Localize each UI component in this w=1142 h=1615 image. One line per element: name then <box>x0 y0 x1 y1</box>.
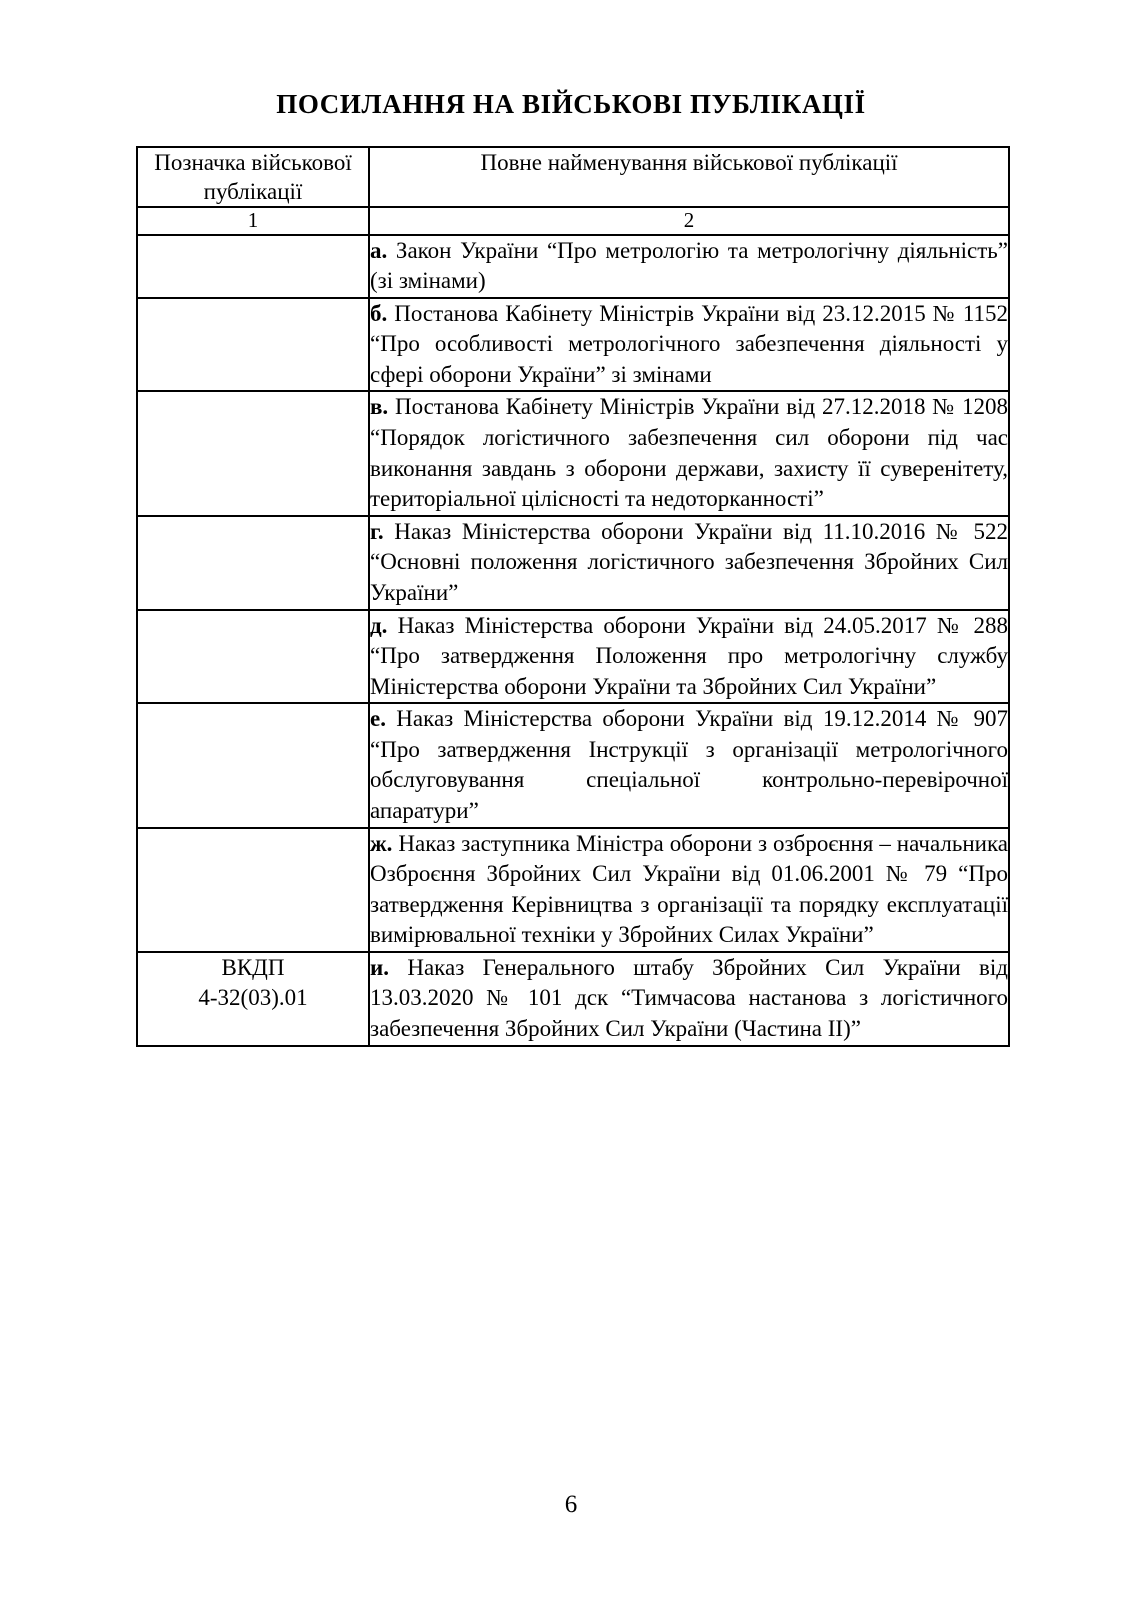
military-publications-table <box>136 146 1010 1047</box>
publication-item-marker: д. <box>370 612 388 638</box>
publication-designation-cell <box>137 298 369 392</box>
table-header-row <box>137 147 1009 207</box>
publication-item-text: Наказ заступника Міністра оборони з озброєння – начальника Озброєння Збройних Сил України від 01.06.2001 № 79 “Про затвердження Керівництва з організації та порядку експлуатації вимірювальної техніки у Збройних Силах України” <box>370 830 1008 948</box>
table-row <box>137 828 1009 952</box>
table-row <box>137 298 1009 392</box>
table-row <box>137 703 1009 827</box>
table-row <box>137 516 1009 610</box>
publication-name-cell <box>369 952 1009 1046</box>
table-row <box>137 952 1009 1046</box>
publication-item-text: Постанова Кабінету Міністрів України від 23.12.2015 № 1152 “Про особливості метрологічного забезпечення діяльності у сфері оборони України” зі змінами <box>370 300 1008 387</box>
column-header-designation: Позначка військової публікації <box>137 147 369 207</box>
table-row <box>137 235 1009 298</box>
column-number-1: 1 <box>137 207 369 234</box>
publication-designation-cell <box>137 703 369 827</box>
table-row <box>137 610 1009 704</box>
table-body <box>137 235 1009 1046</box>
publication-designation-cell <box>137 391 369 515</box>
publication-name-cell <box>369 235 1009 298</box>
publication-item-text: Наказ Міністерства оборони України від 11.10.2016 № 522 “Основні положення логістичного забезпечення Збройних Сил України” <box>370 518 1008 605</box>
publication-name-cell <box>369 516 1009 610</box>
publication-item-text: Постанова Кабінету Міністрів України від 27.12.2018 № 1208 “Порядок логістичного забезпечення сил оборони під час виконання завдань з оборони держави, захисту її суверенітету, територіальної цілісності та недоторканності” <box>370 394 1008 512</box>
publication-designation-cell <box>137 235 369 298</box>
table-row <box>137 391 1009 515</box>
publication-designation-cell <box>137 516 369 610</box>
publication-item-marker: а. <box>370 237 388 263</box>
publication-name-cell <box>369 703 1009 827</box>
publication-item-marker: б. <box>370 300 388 326</box>
publication-name-cell <box>369 391 1009 515</box>
page-number: 6 <box>564 1491 578 1518</box>
publication-item-text: Закон України “Про метрологію та метрологічну діяльність” (зі змінами) <box>370 237 1008 294</box>
publication-designation-cell <box>137 610 369 704</box>
table-column-number-row <box>137 207 1009 234</box>
publication-designation-cell <box>137 828 369 952</box>
publication-name-cell <box>369 298 1009 392</box>
column-number-2: 2 <box>369 207 1009 234</box>
publication-item-text: Наказ Міністерства оборони України від 24.05.2017 № 288 “Про затвердження Положення про метрологічну службу Міністерства оборони України та Збройних Сил України” <box>370 612 1008 699</box>
publication-item-marker: е. <box>370 706 386 732</box>
column-header-full-name: Повне найменування військової публікації <box>369 147 1009 207</box>
publication-name-cell <box>369 828 1009 952</box>
publication-item-marker: г. <box>370 518 384 544</box>
publication-item-text: Наказ Міністерства оборони України від 19.12.2014 № 907 “Про затвердження Інструкції з організації метрологічного обслуговування спеціальної контрольно-перевірочної апаратури” <box>370 706 1008 823</box>
publication-designation-cell: ВКДП 4-32(03).01 <box>137 952 369 1046</box>
page-title: ПОСИЛАННЯ НА ВІЙСЬКОВІ ПУБЛІКАЦІЇ <box>276 89 866 119</box>
publication-item-marker: в. <box>370 394 389 420</box>
publication-name-cell <box>369 610 1009 704</box>
publication-item-marker: и. <box>370 954 390 980</box>
publication-item-marker: ж. <box>370 830 393 856</box>
publication-item-text: Наказ Генерального штабу Збройних Сил України від 13.03.2020 № 101 дск “Тимчасова настанова з логістичного забезпечення Збройних Сил України (Частина II)” <box>370 954 1009 1042</box>
